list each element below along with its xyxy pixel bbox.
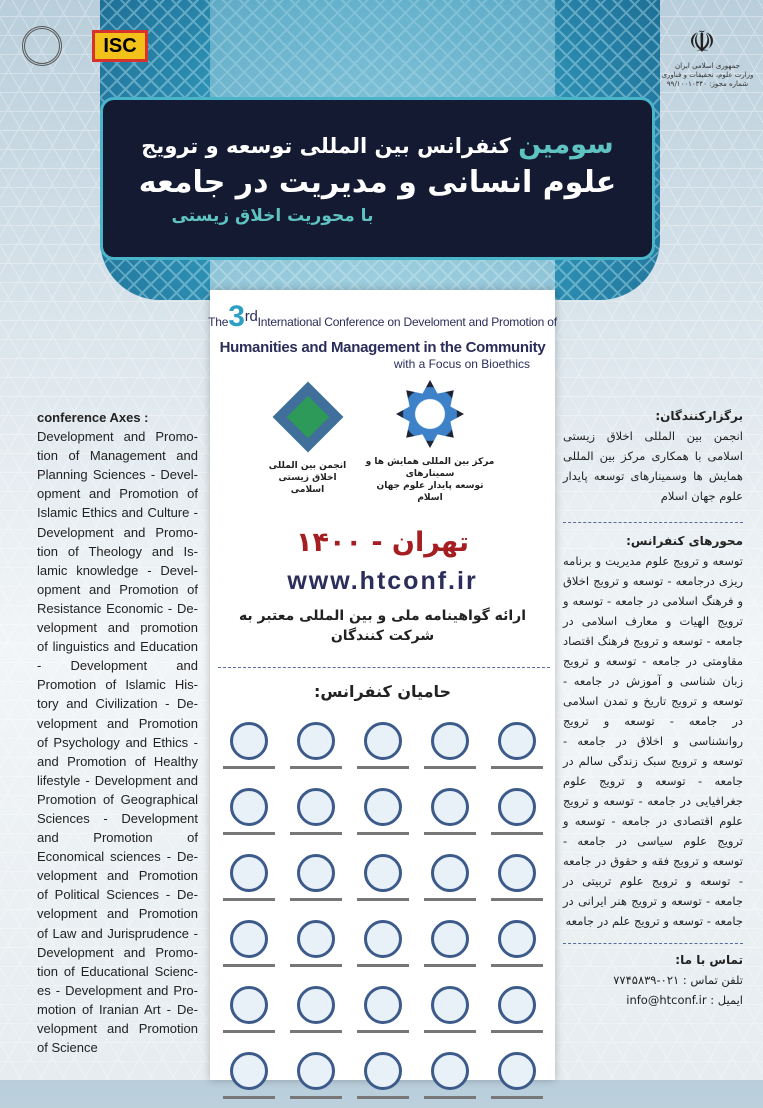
title-text: International Conference on Develoment and Promotion of bbox=[257, 315, 557, 329]
contact-email[interactable]: ایمیل : info@htconf.ir bbox=[626, 993, 743, 1007]
title-line-1-text: کنفرانس بین المللی توسعه و ترویج bbox=[141, 134, 511, 158]
emblem-text bbox=[655, 62, 760, 89]
sponsor-mark bbox=[364, 722, 402, 760]
sponsor-caption bbox=[223, 964, 275, 967]
sponsor-mark bbox=[297, 920, 335, 958]
organizer-name: توسعه پایدار علوم جهان اسلام bbox=[376, 481, 484, 503]
sponsor-mark bbox=[364, 854, 402, 892]
sponsor-caption bbox=[290, 1030, 342, 1033]
star-logo bbox=[396, 380, 464, 448]
sponsor-logo bbox=[215, 854, 282, 910]
sponsor-caption bbox=[290, 1096, 342, 1099]
sponsor-logo bbox=[416, 854, 483, 910]
sponsor-logo bbox=[416, 788, 483, 844]
sponsor-logo bbox=[416, 986, 483, 1042]
title-line-3: با محوریت اخلاق زیستی bbox=[171, 206, 374, 226]
city-year: تهران - ۱۴۰۰ bbox=[296, 527, 469, 558]
sponsor-logo bbox=[416, 920, 483, 976]
sponsor-logo bbox=[282, 722, 349, 778]
sponsor-mark bbox=[230, 788, 268, 826]
axes-title: conference Axes : bbox=[37, 410, 149, 425]
sponsors-grid bbox=[215, 722, 550, 1108]
sponsor-logo bbox=[349, 854, 416, 910]
sponsor-mark bbox=[431, 854, 469, 892]
divider bbox=[563, 943, 743, 944]
organizer-center bbox=[365, 380, 495, 504]
sponsor-caption bbox=[223, 898, 275, 901]
emblem-line: جمهوری اسلامی ایران bbox=[675, 62, 740, 70]
sponsor-logo bbox=[282, 788, 349, 844]
english-title-line-2: Humanities and Management in the Community bbox=[219, 339, 546, 356]
sponsor-mark bbox=[230, 986, 268, 1024]
sponsor-logo bbox=[349, 788, 416, 844]
sponsor-logo bbox=[215, 920, 282, 976]
sponsor-caption bbox=[491, 766, 543, 769]
sponsor-mark bbox=[230, 722, 268, 760]
certificate-note: ارائه گواهینامه ملی و بین المللی معتبر به شرکت کنندگان bbox=[238, 608, 527, 644]
sponsor-mark bbox=[297, 722, 335, 760]
organizers-title: برگزارکنندگان: bbox=[655, 409, 743, 423]
contact-phone: تلفن تماس : ۰۲۱-۷۷۴۵۸۳۹ bbox=[613, 973, 743, 987]
isc-logo: ISC bbox=[92, 30, 148, 62]
sponsor-mark bbox=[364, 788, 402, 826]
sponsor-logo bbox=[483, 1052, 550, 1108]
axes-body-fa: توسعه و ترویج علوم مدیریت و برنامه ریزی درجامعه - توسعه و ترویج اخلاق و فرهنگ اسلامی در جامعه - توسعه و ترویج الهیات و معارف اسلامی در جامعه - توسعه و ترویج فرهنگ اقتصاد مقاومتی در جامعه - توسعه و ترویج زبان شناسی و آموزش در جامعه - توسعه و ترویج تاریخ و تمدن اسلامی در جامعه - توسعه و ترویج روانشناسی و اخلاق در جامعه - توسعه و ترویج سبک زندگی سالم در جامعه - توسعه و ترویج علوم جغرافیایی در جامعه - توسعه و ترویج علوم اقتصادی در جامعه - توسعه و ترویج علوم سیاسی در جامعه - توسعه و ترویج فقه و حقوق در جامعه - توسعه و ترویج علوم تربیتی در جامعه - توسعه و ترویج هنر ایرانی در جامعه - توسعه و ترویج علم در جامعه bbox=[563, 554, 743, 928]
sponsor-caption bbox=[424, 964, 476, 967]
title-line-1 bbox=[103, 128, 652, 163]
sponsor-mark bbox=[431, 1052, 469, 1090]
contact-title: تماس با ما: bbox=[675, 953, 743, 967]
sponsor-mark bbox=[431, 722, 469, 760]
sponsor-logo bbox=[349, 920, 416, 976]
sponsor-caption bbox=[290, 766, 342, 769]
sponsor-caption bbox=[424, 1096, 476, 1099]
sponsor-caption bbox=[357, 1030, 409, 1033]
sponsor-mark bbox=[230, 854, 268, 892]
sponsors-title: حامیان کنفرانس: bbox=[313, 682, 452, 701]
sponsor-caption bbox=[357, 766, 409, 769]
emblem-line: شماره مجوز: ۹۹/۱۰۰۱۰۳۴۰ bbox=[666, 80, 749, 88]
sponsor-logo bbox=[416, 722, 483, 778]
title-ordinal: سومین bbox=[518, 129, 614, 160]
sponsor-caption bbox=[491, 1096, 543, 1099]
sponsor-mark bbox=[498, 920, 536, 958]
edition-number: 3 bbox=[228, 300, 245, 333]
sponsor-caption bbox=[424, 898, 476, 901]
sponsor-mark bbox=[297, 986, 335, 1024]
persian-title-banner bbox=[100, 97, 655, 260]
sponsor-logo bbox=[215, 986, 282, 1042]
divider bbox=[218, 667, 550, 668]
sponsor-logo bbox=[349, 722, 416, 778]
info-persian bbox=[563, 406, 743, 1010]
axes-english bbox=[37, 408, 198, 1057]
sponsor-logo bbox=[483, 788, 550, 844]
sponsor-logo bbox=[215, 722, 282, 778]
sponsor-caption bbox=[357, 1096, 409, 1099]
organizer-name: انجمن بین المللی bbox=[268, 461, 347, 471]
sponsor-logo bbox=[282, 920, 349, 976]
english-title-line-1 bbox=[205, 300, 560, 339]
sponsor-caption bbox=[290, 832, 342, 835]
sponsor-logo bbox=[349, 986, 416, 1042]
sponsor-mark bbox=[431, 788, 469, 826]
sponsor-mark bbox=[498, 788, 536, 826]
organizers-body: انجمن بین المللی اخلاق زیستی اسلامی با همکاری مرکز بین المللی همایش ها وسمینارهای توسعه پایدار علوم جهان اسلام bbox=[563, 429, 743, 503]
sponsor-mark bbox=[498, 1052, 536, 1090]
sponsor-mark bbox=[364, 986, 402, 1024]
sponsor-caption bbox=[491, 832, 543, 835]
sponsor-caption bbox=[491, 898, 543, 901]
sponsor-logo bbox=[483, 722, 550, 778]
sponsor-mark bbox=[431, 986, 469, 1024]
sponsor-mark bbox=[297, 1052, 335, 1090]
sponsor-logo bbox=[416, 1052, 483, 1108]
the: The bbox=[208, 315, 229, 329]
sponsor-caption bbox=[491, 964, 543, 967]
sponsor-mark bbox=[297, 788, 335, 826]
axes-body: Development and Promotion of Management and Planning Sciences - Development and Promotion of Islamic Ethics and Culture - Development and Promotion of Theology and Islamic knowledge - Development and Promotion of Resistance Economic - Development and promotion of linguistics and Education - Development and Promotion of Islamic History and Civilization - Development and Promotion of Psychology and Ethics - and Promotion of Healthy lifestyle - Development and Promotion of Geographical Sciences - Development and Promotion of Economical sciences - Development and Promotion of Political Sciences - Development and Promotion of Law and Jurisprudence - Development and Promotion of Educational Sciences - Development and Promotion of Iranian Art - Development and Promotion of Science bbox=[37, 429, 198, 1056]
organizer-society bbox=[265, 380, 350, 496]
sponsor-mark bbox=[297, 854, 335, 892]
sponsor-caption bbox=[223, 1030, 275, 1033]
sponsor-logo bbox=[215, 788, 282, 844]
sponsor-mark bbox=[230, 1052, 268, 1090]
sponsor-caption bbox=[290, 964, 342, 967]
sponsor-caption bbox=[357, 898, 409, 901]
sponsor-caption bbox=[223, 766, 275, 769]
website-link[interactable]: www.htconf.ir bbox=[287, 567, 478, 595]
sponsor-logo bbox=[282, 854, 349, 910]
sponsor-logo bbox=[282, 986, 349, 1042]
divider bbox=[563, 522, 743, 523]
organizer-name: مرکز بین المللی همایش ها و سمینارهای bbox=[365, 457, 495, 479]
sponsor-logo bbox=[483, 854, 550, 910]
sponsor-caption bbox=[491, 1030, 543, 1033]
axes-title-fa: محورهای کنفرانس: bbox=[626, 534, 743, 548]
sponsor-mark bbox=[431, 920, 469, 958]
sponsor-mark bbox=[364, 1052, 402, 1090]
sponsor-mark bbox=[230, 920, 268, 958]
sponsor-caption bbox=[424, 766, 476, 769]
title-line-2: علوم انسانی و مدیریت در جامعه bbox=[138, 165, 617, 200]
sponsor-caption bbox=[424, 1030, 476, 1033]
english-title bbox=[205, 300, 560, 372]
sponsor-logo bbox=[215, 1052, 282, 1108]
sponsor-logo bbox=[483, 986, 550, 1042]
university-logo bbox=[22, 26, 62, 66]
iran-emblem-icon: ☫ bbox=[688, 25, 716, 60]
emblem-line: وزارت علوم، تحقیقات و فناوری bbox=[661, 71, 754, 79]
sponsor-mark bbox=[498, 854, 536, 892]
edition-suffix: rd bbox=[244, 308, 258, 325]
sponsor-caption bbox=[357, 832, 409, 835]
sponsor-logo bbox=[282, 1052, 349, 1108]
organizer-name: اخلاق زیستی اسلامی bbox=[278, 473, 337, 495]
sponsor-caption bbox=[357, 964, 409, 967]
society-logo bbox=[272, 382, 343, 453]
sponsor-logo bbox=[483, 920, 550, 976]
sponsor-mark bbox=[364, 920, 402, 958]
sponsor-logo bbox=[349, 1052, 416, 1108]
sponsor-caption bbox=[223, 1096, 275, 1099]
english-title-line-3: with a Focus on Bioethics bbox=[393, 357, 530, 371]
sponsor-mark bbox=[498, 722, 536, 760]
sponsor-caption bbox=[223, 832, 275, 835]
sponsor-caption bbox=[424, 832, 476, 835]
sponsor-mark bbox=[498, 986, 536, 1024]
sponsor-caption bbox=[290, 898, 342, 901]
